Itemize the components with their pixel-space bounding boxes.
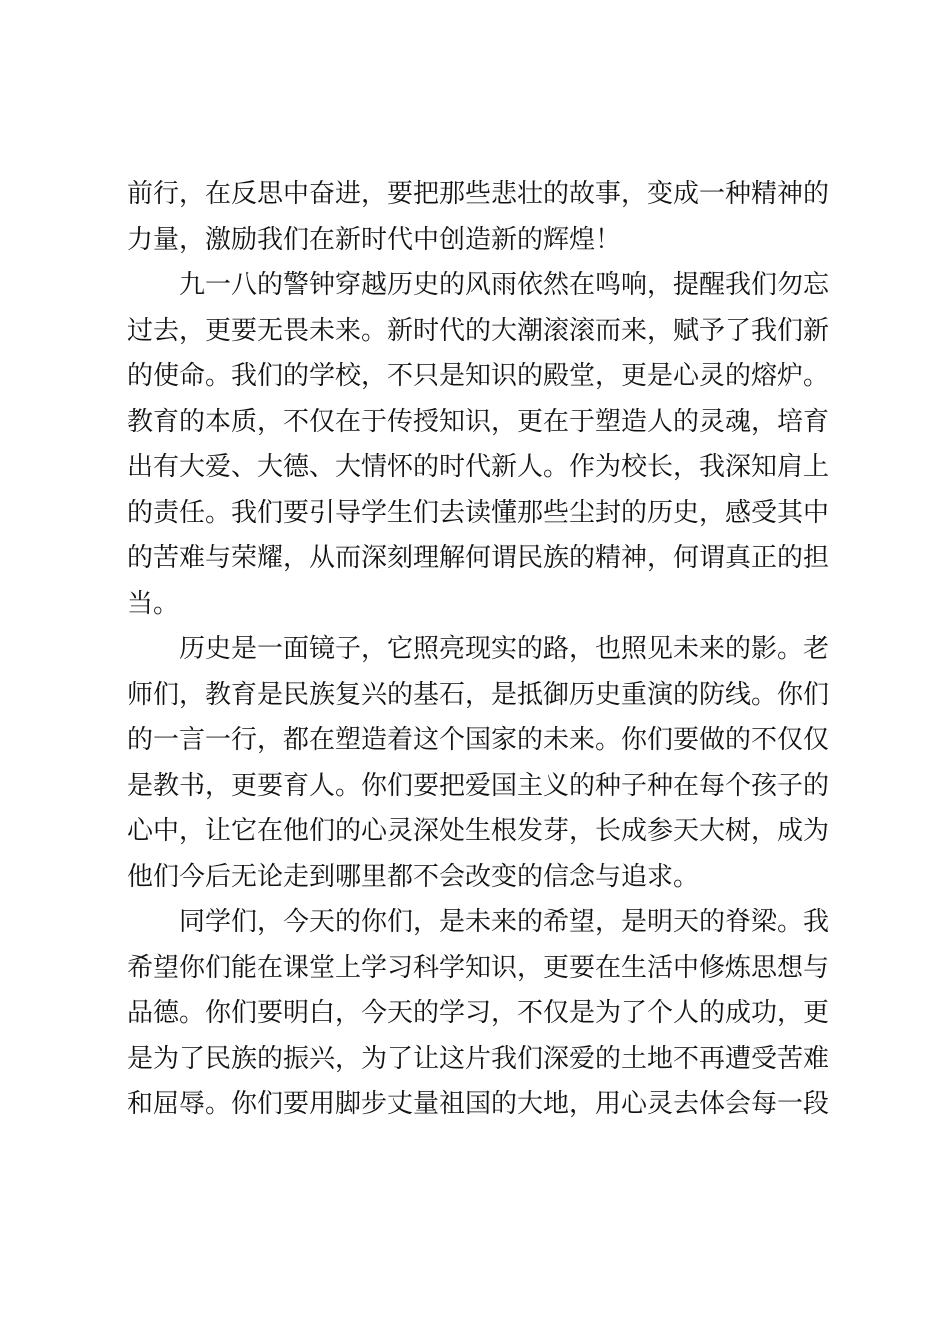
document-body (127, 172, 839, 1128)
text-line: 的使命。我们的学校，不只是知识的殿堂，更是心灵的熔炉。 (127, 361, 830, 391)
text-line: 的一言一行，都在塑造着这个国家的未来。你们要做的不仅仅 (127, 725, 830, 755)
text-line: 的责任。我们要引导学生们去读懂那些尘封的历史，感受其中 (127, 497, 830, 528)
text-line: 是教书，更要育人。你们要把爱国主义的种子种在每个孩子的 (127, 770, 830, 801)
paragraph (127, 900, 839, 1128)
text-line: 是为了民族的振兴，为了让这片我们深爱的土地不再遭受苦难 (127, 1043, 830, 1074)
text-line: 他们今后无论走到哪里都不会改变的信念与追求。 (127, 861, 700, 892)
text-line: 教育的本质，不仅在于传授知识，更在于塑造人的灵魂，培育 (127, 406, 830, 437)
text-line: 前行，在反思中奋进，要把那些悲壮的故事，变成一种精神的 (127, 179, 830, 209)
text-line: 当。 (127, 588, 180, 619)
text-line: 出有大爱、大德、大情怀的时代新人。作为校长，我深知肩上 (127, 452, 830, 482)
text-line: 历史是一面镜子，它照亮现实的路，也照见未来的影。老 (179, 634, 830, 664)
paragraph (127, 627, 839, 900)
text-line: 心中，让它在他们的心灵深处生根发芽，长成参天大树，成为 (127, 816, 830, 846)
paragraph (127, 263, 839, 627)
text-line: 希望你们能在课堂上学习科学知识，更要在生活中修炼思想与 (127, 952, 830, 983)
text-line: 的苦难与荣耀，从而深刻理解何谓民族的精神，何谓真正的担 (127, 543, 830, 573)
text-line: 九一八的警钟穿越历史的风雨依然在鸣响，提醒我们勿忘 (179, 270, 830, 300)
text-line: 师们，教育是民族复兴的基石，是抵御历史重演的防线。你们 (127, 679, 830, 710)
paragraph (127, 172, 839, 263)
text-line: 和屈辱。你们要用脚步丈量祖国的大地，用心灵去体会每一段 (127, 1089, 830, 1119)
text-line: 品德。你们要明白，今天的学习，不仅是为了个人的成功，更 (127, 998, 830, 1028)
text-line: 过去，更要无畏未来。新时代的大潮滚滚而来，赋予了我们新 (127, 315, 830, 346)
text-line: 力量，激励我们在新时代中创造新的辉煌！ (127, 224, 622, 255)
text-line: 同学们，今天的你们，是未来的希望，是明天的脊梁。我 (179, 907, 830, 937)
